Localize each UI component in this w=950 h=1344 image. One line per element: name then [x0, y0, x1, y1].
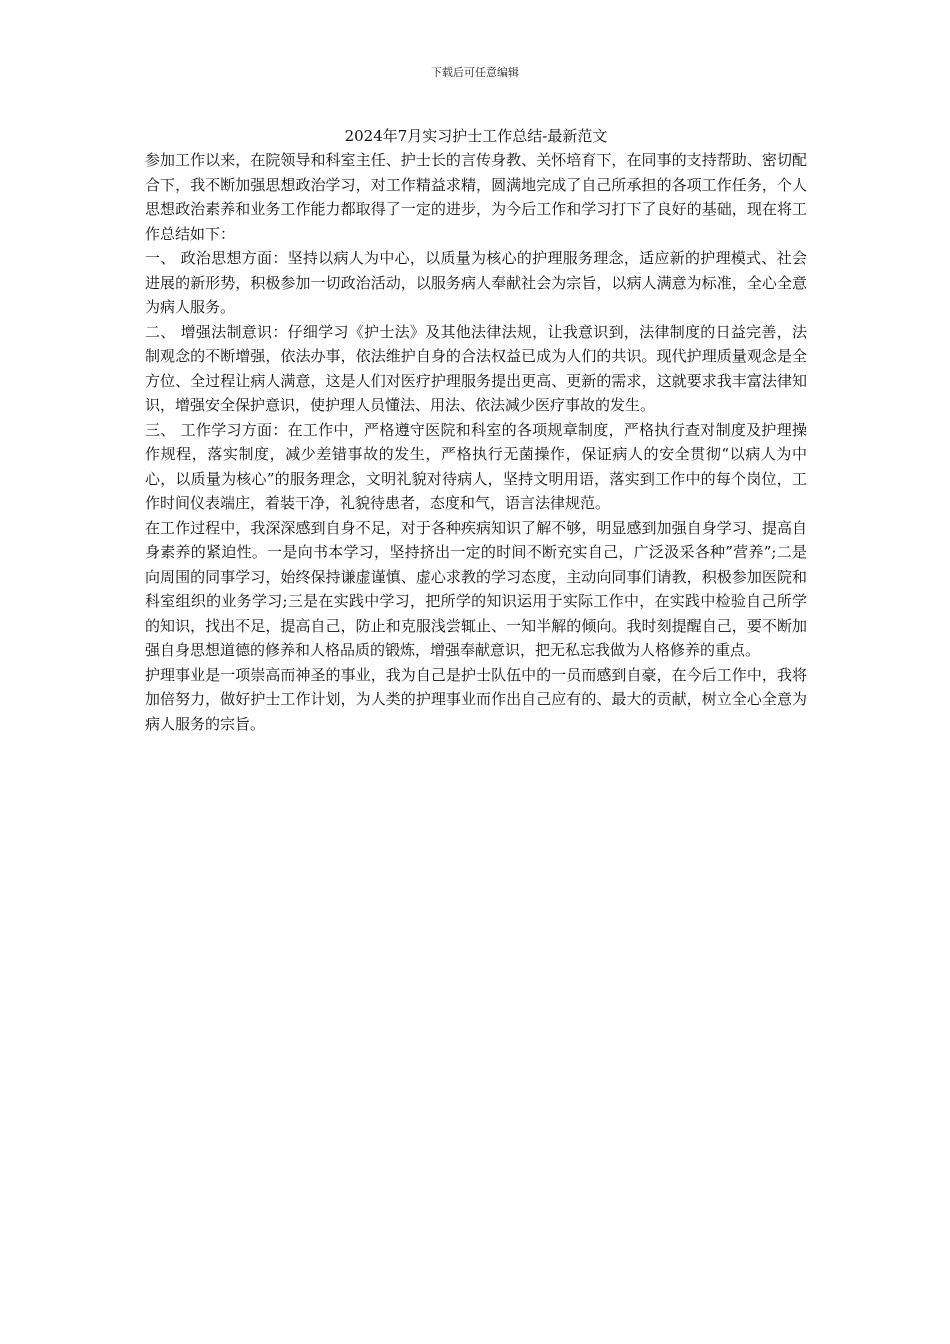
paragraph-work-study: 三、 工作学习方面：在工作中，严格遵守医院和科室的各项规章制度，严格执行查对制度及护理操作规程，落实制度，减少差错事故的发生，严格执行无菌操作，保证病人的安全贯彻“以病人为中心，以质量为核心”的服务理念，文明礼貌对待病人，坚持文明用语，落实到工作中的每个岗位，工作时间仪表端庄，着装干净，礼貌待患者，态度和气，语言法律规范。 — [145, 420, 807, 512]
paragraph-conclusion: 护理事业是一项崇高而神圣的事业，我为自己是护士队伍中的一员而感到自豪，在今后工作中，我将加倍努力，做好护士工作计划，为人类的护理事业而作出自己应有的、最大的贡献，树立全心全意为病人服务的宗旨。 — [145, 665, 807, 733]
document-body — [145, 124, 807, 736]
paragraph-self-improvement: 在工作过程中，我深深感到自身不足，对于各种疾病知识了解不够，明显感到加强自身学习、提高自身素养的紧迫性。一是向书本学习，坚持挤出一定的时间不断充实自己，广泛汲采各种”营养”;二是向周围的同事学习，始终保持谦虚谨慎、虚心求教的学习态度，主动向同事们请教，积极参加医院和科室组织的业务学习;三是在实践中学习，把所学的知识运用于实际工作中，在实践中检验自己所学的知识，找出不足，提高自己，防止和克服浅尝辄止、一知半解的倾向。我时刻提醒自己，要不断加强自身思想道德的修养和人格品质的锻炼，增强奉献意识，把无私忘我做为人格修养的重点。 — [145, 518, 807, 659]
paragraph-legal: 二、 增强法制意识：仔细学习《护士法》及其他法律法规，让我意识到，法律制度的日益完善，法制观念的不断增强，依法办事，依法维护自身的合法权益已成为人们的共识。现代护理质量观念是全方位、全过程让病人满意，这是人们对医疗护理服务提出更高、更新的需求，这就要求我丰富法律知识，增强安全保护意识，使护理人员懂法、用法、依法减少医疗事故的发生。 — [145, 322, 807, 414]
document-title: 2024年7月实习护士工作总结-最新范文 — [344, 127, 608, 145]
paragraph-intro: 参加工作以来，在院领导和科室主任、护士长的言传身教、关怀培育下，在同事的支持帮助、密切配合下，我不断加强思想政治学习，对工作精益求精，圆满地完成了自己所承担的各项工作任务，个人思想政治素养和业务工作能力都取得了一定的进步，为今后工作和学习打下了良好的基础，现在将工作总结如下： — [145, 151, 807, 243]
paragraph-political: 一、 政治思想方面：坚持以病人为中心，以质量为核心的护理服务理念，适应新的护理模式、社会进展的新形势，积极参加一切政治活动，以服务病人奉献社会为宗旨，以病人满意为标准，全心全意为病人服务。 — [145, 249, 807, 316]
header-note: 下载后可任意编辑 — [431, 66, 519, 79]
